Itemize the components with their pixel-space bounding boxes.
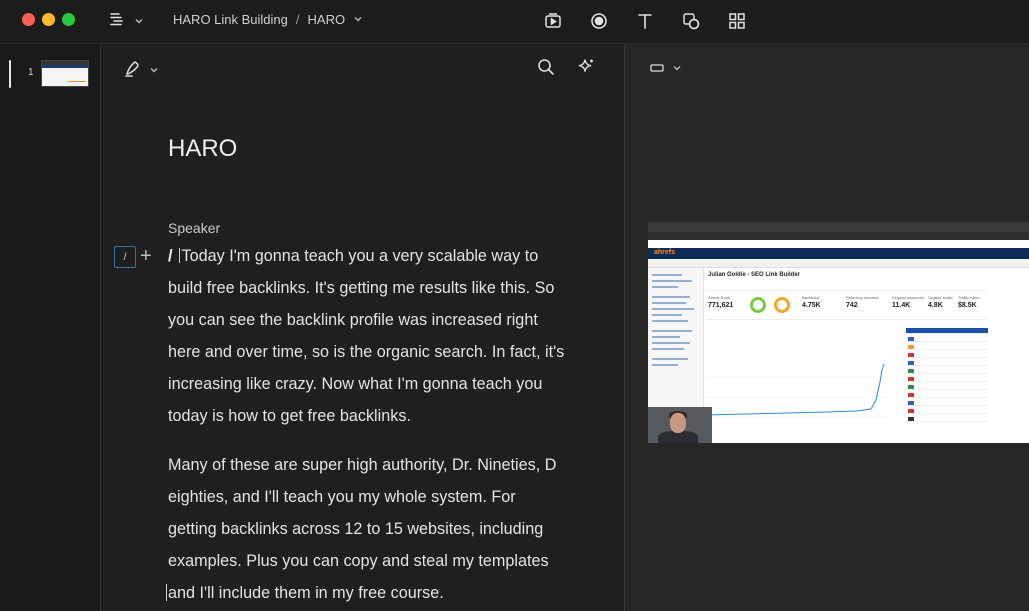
webcam-overlay bbox=[648, 407, 712, 443]
stat: Referring domains 742 bbox=[846, 295, 879, 309]
ur-ring bbox=[750, 297, 766, 313]
stat: Backlinks 4.75K bbox=[802, 295, 821, 309]
stat: Traffic value $8.5K bbox=[958, 295, 980, 309]
chevron-down-icon bbox=[672, 60, 682, 78]
toolbar bbox=[540, 8, 750, 34]
aspect-ratio-icon bbox=[650, 60, 664, 78]
block-handle[interactable]: / bbox=[114, 246, 136, 268]
stat: Organic traffic 4.8K bbox=[928, 295, 953, 309]
speaker-label[interactable]: Speaker bbox=[168, 220, 221, 236]
title-bar bbox=[0, 0, 1029, 44]
document-menu-button[interactable] bbox=[108, 10, 144, 33]
play-slides-icon[interactable] bbox=[540, 8, 566, 34]
pen-tool-button[interactable] bbox=[123, 58, 159, 83]
ai-sparkle-icon[interactable] bbox=[576, 57, 596, 82]
active-page-indicator bbox=[9, 60, 11, 88]
script-paragraph[interactable] bbox=[168, 240, 568, 432]
breadcrumb-document[interactable]: HARO bbox=[307, 12, 346, 27]
video-traffic-chart bbox=[706, 352, 886, 422]
script-editor bbox=[102, 44, 624, 611]
video-site-nav bbox=[648, 248, 1029, 259]
add-block-icon[interactable]: + bbox=[140, 245, 152, 267]
maximize-window-button[interactable] bbox=[62, 13, 75, 26]
page-thumbnail[interactable] bbox=[41, 60, 89, 87]
chevron-down-icon bbox=[149, 62, 159, 80]
scene-break-marker: / bbox=[168, 247, 173, 265]
chevron-down-icon bbox=[134, 13, 144, 31]
paragraph-text: Many of these are super high authority, Dr. Nineties, D eighties, and I'll teach you my whole system. For getting backlinks across 12 to 15 websites, including examples. Plus you can copy and steal my templates and I'll include them in my free course. bbox=[168, 456, 557, 602]
aspect-ratio-button[interactable] bbox=[650, 60, 682, 78]
breadcrumb-project[interactable]: HARO Link Building bbox=[173, 12, 288, 27]
video-country-table bbox=[906, 322, 988, 422]
dr-ring bbox=[774, 297, 790, 313]
site-logo: ahrefs bbox=[654, 249, 676, 256]
grid-icon[interactable] bbox=[724, 8, 750, 34]
video-frame[interactable] bbox=[648, 222, 1029, 443]
paragraph-text: Today I'm gonna teach you a very scalable way to build free backlinks. It's getting me results like this. So you can see the backlink profile was increased right here and over time, so is the organic search. In fact, it's increasing like crazy. Now what I'm gonna teach you today is how to get free backlinks. bbox=[168, 247, 565, 425]
text-icon[interactable] bbox=[632, 8, 658, 34]
thumbnail-rail bbox=[0, 44, 101, 611]
breadcrumb bbox=[173, 12, 363, 27]
chevron-down-icon[interactable] bbox=[353, 12, 363, 27]
breadcrumb-separator: / bbox=[295, 12, 300, 27]
minimize-window-button[interactable] bbox=[42, 13, 55, 26]
stat: Organic keywords 11.4K bbox=[892, 295, 925, 309]
text-cursor bbox=[166, 584, 167, 601]
document-lines-icon bbox=[108, 10, 126, 33]
document-title[interactable]: HARO bbox=[168, 135, 238, 162]
script-paragraph[interactable] bbox=[168, 449, 568, 609]
video-preview-panel bbox=[625, 44, 1029, 611]
page-number: 1 bbox=[28, 67, 34, 78]
close-window-button[interactable] bbox=[22, 13, 35, 26]
pen-icon bbox=[123, 58, 143, 83]
search-icon[interactable] bbox=[536, 57, 556, 82]
video-page-heading: Julian Goldie - SEO Link Builder bbox=[708, 272, 801, 278]
shapes-icon[interactable] bbox=[678, 8, 704, 34]
stat: Ahrefs Rank 771,621 bbox=[708, 295, 734, 309]
video-stats-row bbox=[706, 290, 986, 320]
record-icon[interactable] bbox=[586, 8, 612, 34]
text-cursor bbox=[179, 248, 180, 263]
